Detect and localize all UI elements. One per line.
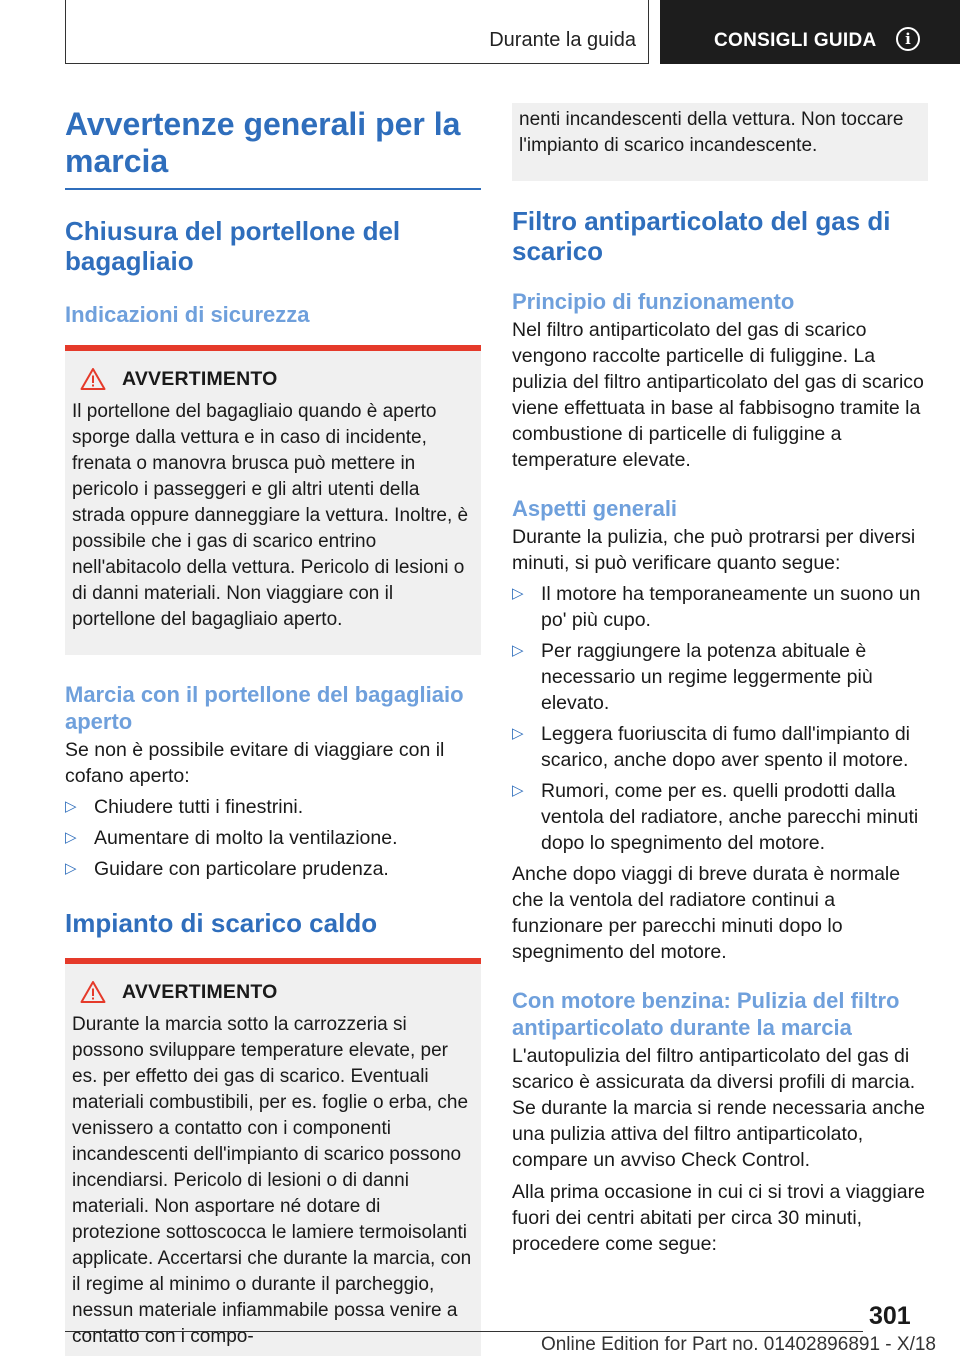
warning-title: AVVERTIMENTO — [122, 980, 278, 1003]
list-item: ▷ Rumori, come per es. quelli prodotti dalla ventola del radiatore, anche parecchi minuti dopo lo spegnimento del motore. — [512, 780, 919, 854]
header-section-box — [65, 0, 649, 64]
title-rule — [65, 188, 481, 190]
warning-text: Durante la marcia sotto la carrozzeria si possono sviluppare temperature elevate, per es. per effetto dei gas di scarico. Eventuali materiali combustibili, per es. foglie o erba, che venissero a contatto con i componenti incandescenti dell'impianto di scarico possono incendiarsi. Pericolo di lesioni o di danni materiali. Non asportare né dotare di protezione sottoscocca le lamiere termoisolanti applicate. Accertarsi che durante la marcia, con il regime al minimo o durante il parcheggio, nessun materiale infiammabile possa venire a contatto con i compo- — [72, 1014, 472, 1347]
warning-box-continued — [512, 103, 928, 181]
triangle-bullet-icon: ▷ — [65, 860, 77, 877]
triangle-bullet-icon: ▷ — [65, 829, 77, 846]
general-text: Durante la pulizia, che può protrarsi per diversi minuti, si può verificare quanto segue: — [512, 526, 916, 574]
list-item: ▷ Per raggiungere la potenza abituale è necessario un regime leggermente più elevato. — [512, 640, 873, 714]
triangle-bullet-icon: ▷ — [512, 725, 524, 742]
list-item: ▷ Guidare con particolare prudenza. — [65, 858, 389, 880]
header-chapter-tab — [660, 0, 960, 64]
footer-rule — [65, 1331, 863, 1332]
page-number: 301 — [869, 1302, 911, 1330]
cleaning-effects-list — [512, 581, 928, 856]
heading-petrol-engine: Con motore benzina: Pulizia del filtro antiparticolato durante la marcia — [512, 988, 900, 1040]
warning-box-tailgate — [65, 345, 481, 655]
heading-tailgate: Chiusura del portellone del bagagliaio — [65, 216, 401, 276]
warning-title: AVVERTIMENTO — [122, 367, 278, 390]
right-column — [512, 103, 928, 1257]
warning-triangle-icon — [80, 367, 106, 391]
triangle-bullet-icon: ▷ — [65, 798, 77, 815]
triangle-bullet-icon: ▷ — [512, 642, 524, 659]
petrol-text-2: Alla prima occasione in cui ci si trovi a viaggiare fuori dei centri abitati per circa 30 minuti, procedere come segue: — [512, 1181, 925, 1255]
header-section-title: Durante la guida — [489, 29, 636, 51]
warning-header — [72, 351, 473, 395]
list-item: ▷ Leggera fuoriuscita di fumo dall'impianto di scarico, anche dopo aver spento il motore. — [512, 723, 911, 771]
triangle-bullet-icon: ▷ — [512, 585, 524, 602]
footer-edition: Online Edition for Part no. 01402896891 - X/18 — [540, 1334, 936, 1355]
heading-particulate-filter: Filtro antiparticolato del gas di scarico — [512, 206, 891, 266]
after-text: Anche dopo viaggi di breve durata è normale che la ventola del radiatore continui a funzionare per parecchi minuti dopo lo spegnimento del motore. — [512, 863, 901, 963]
triangle-bullet-icon: ▷ — [512, 782, 524, 799]
page-title: Avvertenze generali per la marcia — [65, 106, 461, 179]
heading-exhaust: Impianto di scarico caldo — [65, 908, 378, 938]
heading-driving-open: Marcia con il portellone del bagagliaio aperto — [65, 682, 464, 734]
warning-triangle-icon — [80, 980, 106, 1004]
left-column — [65, 100, 481, 1356]
warning-box-exhaust — [65, 958, 481, 1356]
warning-text: Il portellone del bagagliaio quando è aperto sporge dalla vettura e in caso di incidente, frenata o manovra brusca può mettere in pericolo i passeggeri e gli altri utenti della strada oppure danneggiare la vettura. Inoltre, è possibile che i gas di scarico entrino nell'abitacolo della vettura. Pericolo di lesioni o di danni materiali. Non viaggiare con il portellone del bagagliaio aperto. — [72, 401, 469, 630]
list-item: ▷ Il motore ha temporaneamente un suono un po' più cupo. — [512, 583, 921, 631]
list-item: ▷ Chiudere tutti i finestrini. — [65, 796, 304, 818]
driving-open-text: Se non è possibile evitare di viaggiare con il cofano aperto: — [65, 739, 445, 787]
heading-safety: Indicazioni di sicurezza — [65, 302, 310, 327]
list-item: ▷ Aumentare di molto la ventilazione. — [65, 827, 398, 849]
warning-header — [72, 964, 473, 1008]
heading-general: Aspetti generali — [512, 496, 678, 521]
principle-text: Nel filtro antiparticolato del gas di scarico vengono raccolte particelle di fuliggine. La pulizia del filtro antiparticolato del gas di scarico viene effettuata in base al fabbisogno tramite la combustione di particelle di fuliggine a temperature elevate. — [512, 319, 924, 471]
driving-open-list — [65, 794, 481, 882]
warning-text-continued: nenti incandescenti della vettura. Non toccare l'impianto di scarico incandescente. — [519, 109, 904, 156]
chapter-title: CONSIGLI GUIDA — [714, 30, 877, 51]
heading-principle: Principio di funzionamento — [512, 289, 795, 314]
info-icon: i — [896, 27, 920, 51]
petrol-text-1: L'autopulizia del filtro antiparticolato del gas di scarico è assicurata da diversi profili di marcia. Se durante la marcia si rende necessaria anche una pulizia attiva del filtro antiparticolato, compare un avviso Check Control. — [512, 1045, 925, 1171]
